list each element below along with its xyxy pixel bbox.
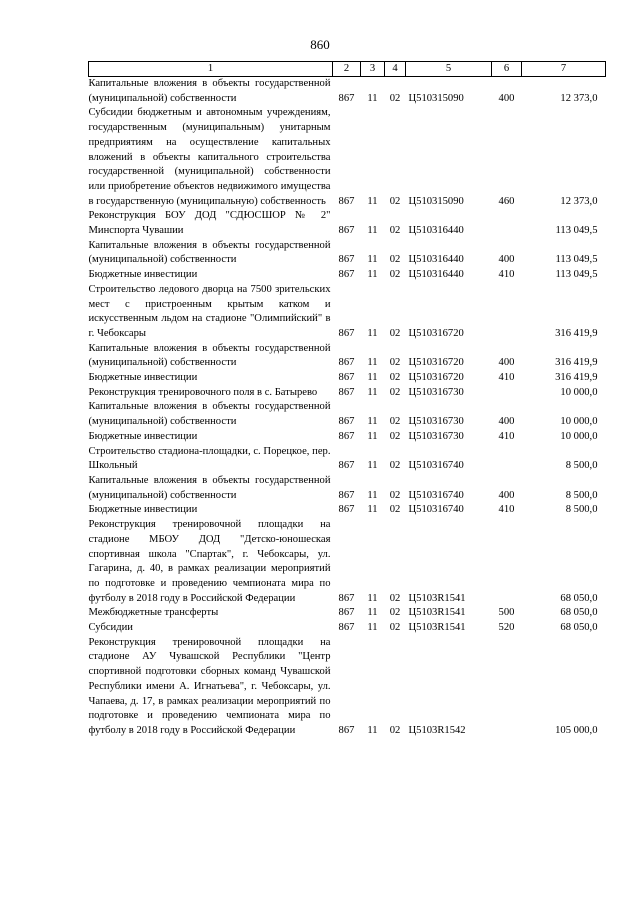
- row-name: Капитальные вложения в объекты государственной (муниципальной) собственности: [88, 78, 331, 104]
- row-col-7: 316 419,9: [555, 327, 598, 339]
- table-row: [89, 400, 606, 429]
- row-col-2: 867: [338, 460, 355, 472]
- table-row: [89, 445, 606, 474]
- table-row: [89, 283, 606, 342]
- row-col-3: 11: [367, 327, 378, 339]
- row-col-7: 8 500,0: [565, 489, 598, 501]
- row-col-3: 11: [367, 504, 378, 516]
- row-name: Капитальные вложения в объекты государственной (муниципальной) собственности: [88, 401, 331, 428]
- row-col-5: Ц510316740: [408, 460, 464, 472]
- row-col-7: 10 000,0: [560, 430, 598, 442]
- table-row: [89, 518, 606, 606]
- row-col-4: 02: [389, 225, 401, 237]
- row-col-7: 8 500,0: [565, 504, 598, 516]
- row-col-3: 11: [367, 92, 378, 104]
- row-col-2: 867: [338, 592, 355, 604]
- table-row: [89, 474, 606, 503]
- row-col-7: 113 049,5: [555, 254, 598, 266]
- row-col-5: Ц510316740: [408, 504, 464, 516]
- row-col-6: 410: [498, 372, 515, 384]
- row-col-7: 316 419,9: [555, 357, 598, 369]
- row-name: Субсидии бюджетным и автономным учреждениям, государственным (муниципальным) унитарным предприятиям на осуществление капитальных вложений в объекты капитального строительства государственной (муниципальной) собственности или приобретение объектов недвижимого имущества в государственную (муниципальную) собственность: [88, 107, 331, 207]
- row-col-2: 867: [338, 225, 355, 237]
- row-col-5: Ц510316720: [408, 372, 464, 384]
- table-row: [89, 106, 606, 209]
- row-col-4: 02: [389, 357, 401, 369]
- row-col-2: 867: [338, 269, 355, 281]
- row-col-7: 10 000,0: [560, 416, 598, 428]
- row-col-4: 02: [389, 269, 401, 281]
- row-name: Бюджетные инвестиции: [88, 269, 198, 281]
- header-cell-6: 6: [492, 62, 522, 77]
- row-col-6: [492, 445, 522, 474]
- row-col-6: 400: [498, 357, 515, 369]
- row-col-6: 410: [498, 430, 515, 442]
- row-col-4: 02: [389, 460, 401, 472]
- row-col-4: 02: [389, 430, 401, 442]
- row-name: Капитальные вложения в объекты государственной (муниципальной) собственности: [88, 239, 331, 266]
- row-col-2: 867: [338, 386, 355, 398]
- row-col-7: 12 373,0: [560, 92, 598, 104]
- row-col-6: [492, 283, 522, 342]
- row-col-7: 316 419,9: [555, 372, 598, 384]
- row-col-5: Ц510316440: [408, 269, 464, 281]
- row-col-4: 02: [389, 195, 401, 207]
- row-col-6: 500: [498, 607, 515, 619]
- row-col-3: 11: [367, 225, 378, 237]
- row-name: Реконструкция БОУ ДОД "СДЮСШОР № 2" Минспорта Чувашии: [88, 210, 331, 237]
- row-col-2: 867: [338, 357, 355, 369]
- table-header-row: [89, 62, 606, 77]
- row-name: Реконструкция тренировочной площадки на стадионе МБОУ ДОД "Детско-юношеская спортивная школа "Спартак", г. Чебоксары, ул. Гагарина, д. 40, в рамках реализации мероприятий по подготовке и проведению чемпионата мира по футболу в 2018 году в Российской Федерации: [88, 519, 331, 604]
- row-col-5: Ц510316440: [408, 225, 464, 237]
- row-col-5: Ц5103R1541: [408, 622, 466, 634]
- row-col-2: 867: [338, 254, 355, 266]
- row-col-5: Ц510316730: [408, 430, 464, 442]
- row-col-4: 02: [389, 622, 401, 634]
- row-col-2: 867: [338, 504, 355, 516]
- row-col-4: 02: [389, 416, 401, 428]
- row-col-3: 11: [367, 592, 378, 604]
- row-col-7: 68 050,0: [560, 592, 598, 604]
- row-col-2: 867: [338, 489, 355, 501]
- row-col-7: 8 500,0: [565, 460, 598, 472]
- table-row: [89, 268, 606, 283]
- table-row: [89, 239, 606, 268]
- table-row: [89, 386, 606, 401]
- table-row: [89, 209, 606, 238]
- header-cell-4: 4: [385, 62, 406, 77]
- row-col-3: 11: [367, 254, 378, 266]
- row-col-5: Ц5103R1541: [408, 592, 466, 604]
- row-col-6: 400: [498, 254, 515, 266]
- row-col-2: 867: [338, 195, 355, 207]
- row-col-6: [492, 386, 522, 401]
- row-name: Межбюджетные трансферты: [88, 607, 219, 619]
- row-name: Строительство ледового дворца на 7500 зрительских мест с пристроенным крытым катком и искусственным льдом на стадионе "Олимпийский" в г. Чебоксары: [88, 283, 331, 339]
- header-cell-1: 1: [89, 62, 333, 77]
- budget-table: [88, 61, 606, 739]
- table-row: [89, 371, 606, 386]
- row-col-6: [492, 636, 522, 739]
- table-row: [89, 636, 606, 739]
- row-col-6: 400: [498, 489, 515, 501]
- table-row: [89, 606, 606, 621]
- row-col-2: 867: [338, 622, 355, 634]
- header-cell-2: 2: [333, 62, 361, 77]
- row-col-5: Ц510316730: [408, 386, 464, 398]
- row-col-4: 02: [389, 327, 401, 339]
- row-name: Капитальные вложения в объекты государственной (муниципальной) собственности: [88, 474, 331, 501]
- row-col-3: 11: [367, 269, 378, 281]
- row-col-2: 867: [338, 92, 355, 104]
- row-col-2: 867: [338, 327, 355, 339]
- row-col-3: 11: [367, 607, 378, 619]
- row-col-5: Ц510315090: [408, 92, 464, 104]
- header-cell-3: 3: [361, 62, 385, 77]
- row-col-4: 02: [389, 489, 401, 501]
- table-row: [89, 621, 606, 636]
- table-row: [89, 77, 606, 107]
- row-col-7: 113 049,5: [555, 225, 598, 237]
- row-col-2: 867: [338, 372, 355, 384]
- row-col-6: 410: [498, 269, 515, 281]
- row-name: Бюджетные инвестиции: [88, 430, 198, 442]
- row-col-5: Ц510316440: [408, 254, 464, 266]
- page-number: 860: [310, 37, 330, 52]
- row-col-3: 11: [367, 430, 378, 442]
- row-col-3: 11: [367, 622, 378, 634]
- row-name: Бюджетные инвестиции: [88, 504, 198, 516]
- row-col-5: Ц510316730: [408, 416, 464, 428]
- table-row: [89, 503, 606, 518]
- row-col-3: 11: [367, 386, 378, 398]
- row-col-7: 105 000,0: [555, 724, 598, 736]
- row-col-7: 10 000,0: [560, 386, 598, 398]
- row-col-6: 520: [498, 622, 515, 634]
- row-col-2: 867: [338, 724, 355, 736]
- row-col-3: 11: [367, 195, 378, 207]
- row-col-5: Ц5103R1542: [408, 724, 466, 736]
- row-col-7: 68 050,0: [560, 622, 598, 634]
- table-row: [89, 430, 606, 445]
- row-col-3: 11: [367, 489, 378, 501]
- row-col-4: 02: [389, 386, 401, 398]
- row-col-6: 410: [498, 504, 515, 516]
- row-col-7: 113 049,5: [555, 269, 598, 281]
- row-col-4: 02: [389, 504, 401, 516]
- row-col-5: Ц510316720: [408, 327, 464, 339]
- row-col-5: Ц510316720: [408, 357, 464, 369]
- row-col-6: [492, 518, 522, 606]
- row-col-2: 867: [338, 430, 355, 442]
- row-name: Строительство стадиона-площадки, с. Порецкое, пер. Школьный: [88, 445, 331, 472]
- row-col-6: 400: [498, 416, 515, 428]
- row-col-7: 12 373,0: [560, 195, 598, 207]
- row-col-4: 02: [389, 607, 401, 619]
- header-cell-5: 5: [406, 62, 492, 77]
- row-col-7: 68 050,0: [560, 607, 598, 619]
- row-col-5: Ц510315090: [408, 195, 464, 207]
- row-name: Бюджетные инвестиции: [88, 372, 198, 384]
- row-col-3: 11: [367, 416, 378, 428]
- row-col-4: 02: [389, 592, 401, 604]
- row-col-2: 867: [338, 607, 355, 619]
- header-cell-7: 7: [522, 62, 606, 77]
- row-name: Капитальные вложения в объекты государственной (муниципальной) собственности: [88, 342, 331, 369]
- row-col-5: Ц510316740: [408, 489, 464, 501]
- row-col-3: 11: [367, 372, 378, 384]
- table-row: [89, 342, 606, 371]
- row-col-6: 460: [498, 195, 515, 207]
- row-name: Реконструкция тренировочного поля в с. Батырево: [88, 386, 318, 398]
- row-name: Субсидии: [88, 622, 133, 634]
- table-body: [89, 77, 606, 739]
- row-col-4: 02: [389, 724, 401, 736]
- row-col-4: 02: [389, 92, 401, 104]
- row-col-3: 11: [367, 357, 378, 369]
- row-name: Реконструкция тренировочной площадки на стадионе АУ Чувашской Республики "Центр спортивной подготовки сборных команд Чувашской Республики имени А. Игнатьева", г. Чебоксары, ул. Чапаева, д. 17, в рамках реализации мероприятий по подготовке и проведению чемпионата мира по футболу в 2018 году в Российской Федерации: [88, 636, 331, 736]
- row-col-6: [492, 209, 522, 238]
- row-col-6: 400: [498, 92, 515, 104]
- row-col-2: 867: [338, 416, 355, 428]
- row-col-4: 02: [389, 372, 401, 384]
- row-col-5: Ц5103R1541: [408, 607, 466, 619]
- row-col-3: 11: [367, 460, 378, 472]
- row-col-4: 02: [389, 254, 401, 266]
- row-col-3: 11: [367, 724, 378, 736]
